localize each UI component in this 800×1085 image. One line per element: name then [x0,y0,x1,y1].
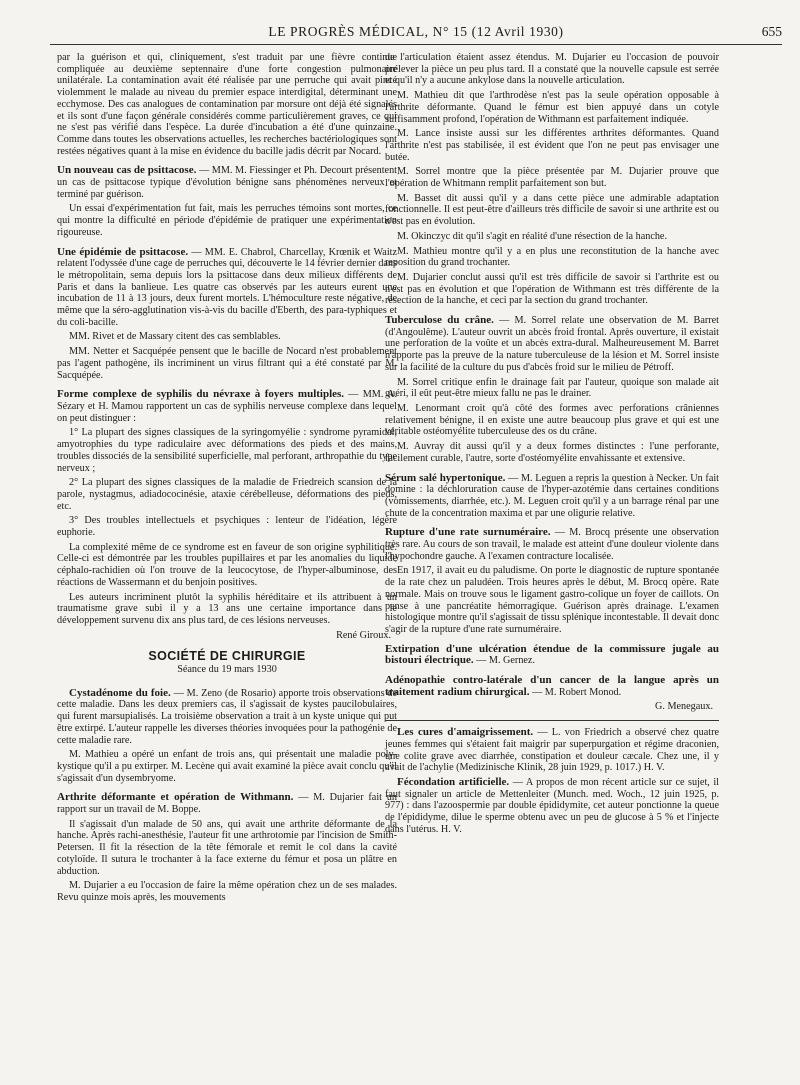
journal-title: LE PROGRÈS MÉDICAL, N° 15 (12 Avril 1930) [268,24,564,39]
society-heading: SOCIÉTÉ DE CHIRURGIE [148,649,306,664]
article-psittacose-epidemic [57,247,397,382]
article-text: — M. Robert Monod. [529,686,622,698]
article-text: — MM. A. Sézary et H. Mamou rapportent un cas de syphilis nerveuse complexe dans lequel on peut distinguer : [57,389,397,424]
article-serum-sale [385,473,719,520]
article-heading: Tuberculose du crâne. [385,314,494,327]
paragraph: La complexité même de ce syndrome est en faveur de son origine syphilitique. Celle-ci est démontrée par les troubles pupillaires et par les anomalies du liquide céphalo-rachidien où l'on trouve de la leucocytose, de l'hyper-albuminose, des réactions de Wassermann et du benjoin positives. [57,541,397,588]
article-heading: Une épidémie de psittacose. [57,245,189,258]
article-text: — M. Dujarier fait un rapport sur un travail de M. Boppe. [57,792,397,816]
paragraph: de l'articulation étaient assez étendus. M. Dujarier eu l'occasion de pouvoir prélever la pièce un peu plus tard. Il a constaté que la nouvelle capsule est serrée et qu'il n'y a aucune ankylose dans la nouvelle articulation. [385,52,719,87]
paragraph: M. Mathieu a opéré un enfant de trois ans, qui présentait une maladie poly-kystique qu'il a pu extirper. M. Lecène qui avait examiné la pièce avait conclu qu'il s'agissait d'un dysembryome. [57,749,397,784]
article-text: — M. Brocq présente une observation très rare. Au cours de son travail, le malade est atteint d'une douleur violente dans l'hypochondre gauche. A l'examen contracture localisée. [385,527,720,562]
author-initials: H. V. [440,823,462,835]
article-text: — M. Leguen a repris la question à Necker. Un fait domine : la déchloruration cause de l'hyper-azotémie dans certaines conditions (vomissements, diarrhée, etc.). M. Leguen croit qu'il y a un barrage rénal par une chute de la concentration maxima et par une oligurie relative. [385,472,719,519]
article-heading: Rupture d'une rate surnuméraire. [385,526,551,539]
article-heading: Les cures d'amaigrissement. [397,726,534,739]
running-header [50,22,782,45]
article-adenopathie [385,675,719,713]
article-text: — A propos de mon récent article sur ce sujet, il faut signaler un article de Mettenleiter (Munch. med. Woch., 12 juin 1925, p. 977) : dans l'azoospermie par double épididymite, cet auteur ponctionne la queue de l'épididyme, dilue le sperme obtenu avec un peu de glucose à 5 % et l'injecte dans l'utérus. [385,776,719,835]
paragraph: MM. Netter et Sacquépée pensent que le bacille de Nocard n'est probablement pas l'agent pathogène, ils incriminent un virus filtrant qui a été constaté par M. Sacquépée. [57,346,397,381]
paragraph: M. Sorrel critique enfin le drainage fait par l'auteur, quoique son malade ait guéri, il eût peut-être mieux fallu ne pas le drainer. [385,376,719,400]
right-column [385,52,719,838]
paragraph: 3° Des troubles intellectuels et psychiques : lenteur de l'idéation, légère euphorie. [57,515,397,539]
paragraph: M. Sorrel montre que la pièce présentée par M. Dujarier prouve que l'opération de Whitmann remplit parfaitement son but. [385,166,719,190]
article-cures-amaigrissement [385,727,719,774]
left-column [57,52,397,907]
article-rupture-rate [385,527,719,635]
paragraph: M. Okinczyc dit qu'il s'agit en réalité d'une résection de la hanche. [397,230,668,242]
article-text: — M. Gernez. [473,655,535,667]
paragraph: M. Mathieu dit que l'arthrodèse n'est pas la seule opération opposable à l'arthrite déformante. Quand le fémur est bien appuyé dans un cotyle suffisamment profond, l'opération de Withmann est parfaitement indiquée. [385,90,719,125]
article-fecondation [385,777,719,836]
author-signature: G. Menegaux. [655,701,713,713]
article-text: — MM. E. Chabrol, Charcellay, Krœnik et Waitz relatent l'odyssée d'une cage de perruches qui, découverte le 14 février dernier dans le métropolitain, sema depuis lors la psittacose dans deux milieux différents de Paris et dans la banlieue. Les quatre cas observés par les auteurs eurent une incubation de 11 à 13 jours, deux furent mortels. L'hémoculture reste négative, de même que la séro-agglutination vis-à-vis du bacille d'Eberth, des para-typhiques et du coli-bacille. [57,246,397,328]
paragraph: M. Lenormant croit qu'à côté des formes avec perforations crâniennes relativement bénigne, il en existe une autre beaucoup plus grave et qui est une véritable ostéomyélite tuberculeuse des os du crâne. [385,402,719,438]
paragraph: M. Lance insiste aussi sur les différentes arthrites déformantes. Quand l'arthrite n'est pas stabilisée, il est évident que l'on ne peut pas envisager une butée. [385,128,719,163]
article-extirpation [385,644,719,667]
article-heading: Arthrite déformante et opération de Withmann. [57,791,294,804]
paragraph: MM. Rivet et de Massary citent des cas semblables. [69,331,281,343]
paragraph: Un essai d'expérimentation fut fait, mais les perruches témoins sont mortes, ce qui montre la difficulté en période d'épidémie de pratiquer une expérimentation rigoureuse. [57,203,397,238]
page-number: 655 [761,24,782,39]
article-text: — L. von Friedrich a observé chez quatre jeunes femmes qui s'étaient fait maigrir par superpurgation et régime draconien, une colite grave avec diarrhée, constipation et douleur cæcale. Chez une, il y avait de l'achylie (Medizinische Klinik, 28 juin 1929, p. 1017.) H. V. [385,727,719,774]
article-heading: Adénopathie contro-latérale d'un cancer de la langue après un traitement radium chirurgical. [385,674,719,698]
article-text: — MM. M. Fiessinger et Ph. Decourt présentent un cas de psittacose typique d'évolution bénigne sans phénomènes nerveux et terminé par guérison. [57,165,397,200]
article-heading: Extirpation d'une ulcération étendue de la commissure jugale au bistouri électrique. [385,642,719,667]
article-heading: Fécondation artificielle. [397,775,510,788]
article-arthrite [57,792,397,903]
paragraph: M. Basset dit aussi qu'il y a dans cette pièce une admirable adaptation fonctionnelle. Il est peut-être d'ailleurs très difficile de savoir si une arthrite est ou n'est pas en évolution. [385,192,719,228]
article-heading: Un nouveau cas de psittacose. [57,164,197,177]
article-heading: Cystadénome du foie. [69,686,171,699]
article-cystadenome [57,688,397,785]
paragraph: par la guérison et qui, cliniquement, s'est traduit par une fièvre continue compliquée au deuxième septennaire d'une forte congestion pulmonaire unilatérale. La contamination avait été réalisée par une perruche qui avait pincé violemment le malade au niveau du premier espace interdigital, déterminant une ecchymose. Des cas analogues de contamination par morsure ont déjà été signalés et ils sont d'une façon générale considérés comme particulièrement graves, ce qui ne s'est pas vérifié dans l'espèce. La durée d'incubation a été d'une quinzaine. Comme dans toutes les observations actuelles, les recherches bactériologiques sont restées négatives quant à la mise en évidence du bacille jadis décrit par Nocard. [57,52,397,157]
article-text: — M. Sorrel relate une observation de M. Barret (d'Angoulême). L'auteur ouvrit un abcès froid frontal. Après ouverture, il existait une perforation de la voûte et un abcès extra-dural. Malheureusement M. Barret n'apporte pas la preuve de la nature tuberculeuse de la lésion et M. Sorrel insiste sur la facilité de la culture du pus d'abcès froid sur le milieu de Pétroff. [385,315,719,373]
section-divider [385,720,719,721]
paragraph: En 1917, il avait eu du paludisme. On porte le diagnostic de rupture spontanée de la rate chez un paludéen. Trois heures après le début, M. Brocq opère. Rate normale. Mais on trouve sous le ligament gastro-colique un foyer de caillots. On pense à une pancréatite hémorragique. Guérison après drainage. L'examen histologique montre qu'il s'agissait de tissu splénique incontestable. Il devait donc s'agir de la rupture d'une rate surnuméraire. [385,565,719,635]
paragraph: M. Mathieu montre qu'il y a en plus une reconstitution de la hanche avec reposition du grand trochanter. [385,245,719,269]
article-heading: Sérum salé hypertonique. [385,471,506,484]
paragraph: M. Dujarier conclut aussi qu'il est très difficile de savoir si l'arthrite est ou n'est pas en évolution et que l'opération de Withmann est très différente de la résection de la hanche, et ceci par la section du grand trochanter. [385,271,719,307]
paragraph: M. Dujarier a eu l'occasion de faire la même opération chez un de ses malades. Revu quinze mois après, les mouvements [57,880,397,903]
paragraph: 2° La plupart des signes classiques de la maladie de Friedreich scansion de la parole, nystagmus, adiadococinésie, ataxie cérébelleuse, déformations des pieds, etc. [57,477,397,512]
article-tuberculose-crane [385,315,719,464]
paragraph: Les auteurs incriminent plutôt la syphilis héréditaire et ils attribuent à un traumatisme grave subi il y a 13 ans une certaine importance dans le développement survenu dix ans plus tard, de ces lésions nerveuses. [57,591,397,626]
article-syphilis [57,389,397,641]
paragraph: 1° La plupart des signes classiques de la syringomyélie : syndrome pyramidal, amyotrophies du type radiculaire avec déformations des pieds et des mains, troubles dissociés de la sensibilité superficielle, mal perforant, arthropathie du type nerveux ; [57,427,397,474]
article-psittacose-case [57,165,397,238]
session-date: Séance du 19 mars 1930 [177,664,277,676]
article-heading: Forme complexe de syphilis du névraxe à foyers multiples. [57,388,345,401]
article-text: — M. Zeno (de Rosario) apporte trois observations de cette maladie. Dans les deux premiers cas, il s'agissait de kystes paucilobulaires, qui furent marsupialisés. La troisième observation a trait à un kyste unique qui put être extirpé. L'auteur rappelle les diverses théories invoquées pour la pathogénie de cette maladie rare. [57,687,397,746]
paragraph: Il s'agissait d'un malade de 50 ans, qui avait une arthrite déformante de la hanche. Après rachi-anesthésie, l'auteur fit une arthrotomie par l'incision de Smith-Petersen. Il fit la résection de la tête fémorale et remit le col dans la cavité cotyloïde. Il sutura le trochanter à la face externe du fémur et posa un plâtre en abduction. [57,818,397,877]
paragraph: M. Auvray dit aussi qu'il y a deux formes distinctes : l'une perforante, facilement curable, l'autre, sorte d'ostéomyélite envahissante et extensive. [385,441,719,464]
author-signature: René Giroux. [336,629,391,641]
